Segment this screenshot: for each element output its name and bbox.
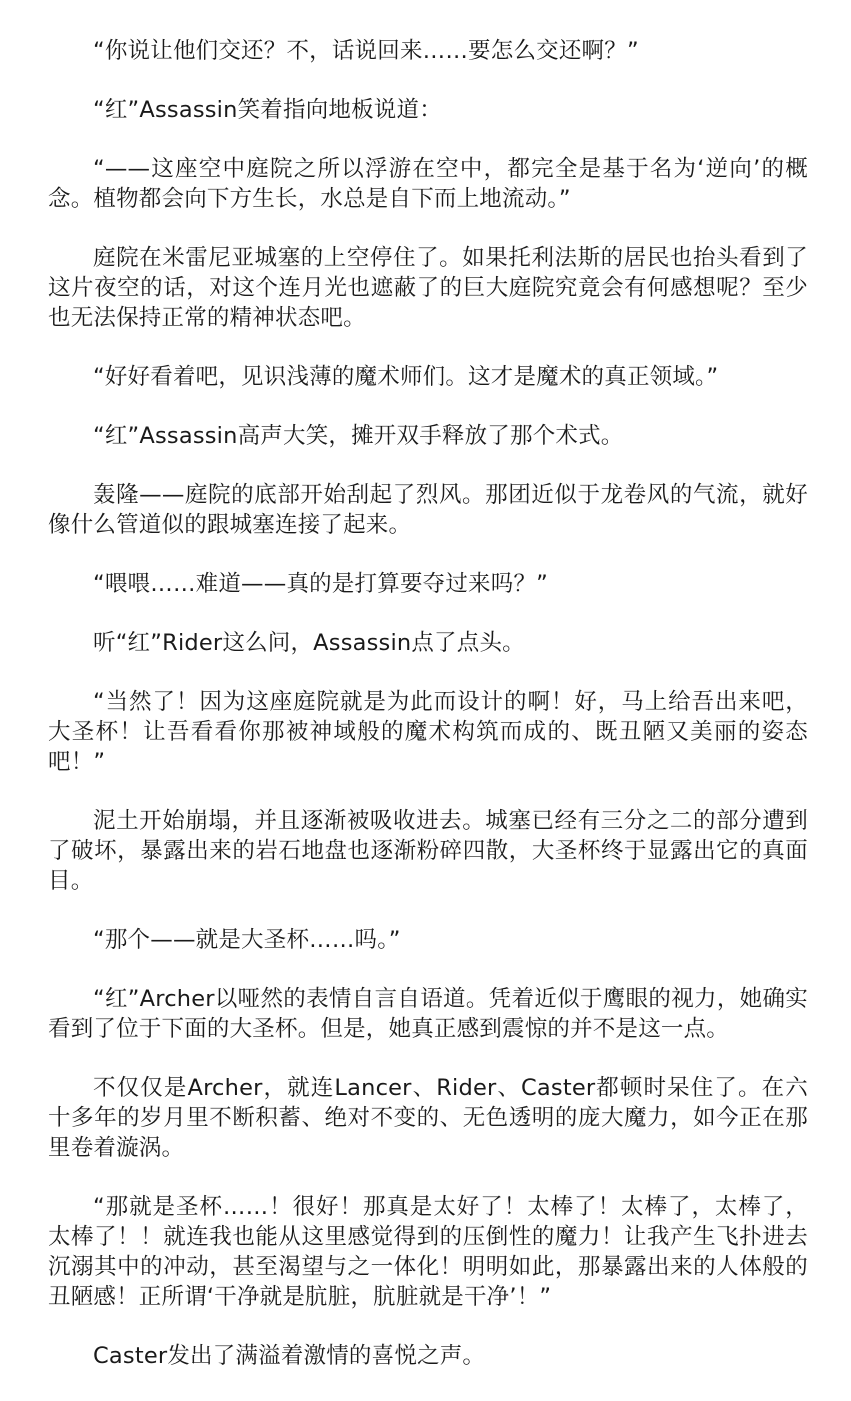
paragraph: “红”Assassin高声大笑，摊开双手释放了那个术式。 xyxy=(93,423,624,449)
paragraph: 庭院在米雷尼亚城塞的上空停住了。如果托利法斯的居民也抬头看到了这片夜空的话，对这个连月光也遮蔽了的巨大庭院究竟会有何感想呢？至少也无法保持正常的精神状态吧。 xyxy=(48,245,808,331)
paragraph: “好好看着吧，见识浅薄的魔术师们。这才是魔术的真正领域。” xyxy=(93,364,719,390)
paragraph: “那就是圣杯……！很好！那真是太好了！太棒了！太棒了，太棒了，太棒了！！就连我也能从这里感觉得到的压倒性的魔力！让我产生飞扑进去沉溺其中的冲动，甚至渴望与之一体化！明明如此，那暴露出来的人体般的丑陋感！正所谓‘干净就是肮脏，肮脏就是干净’！” xyxy=(48,1194,808,1310)
document-page xyxy=(48,36,808,1371)
paragraph: 听“红”Rider这么问，Assassin点了点头。 xyxy=(93,630,525,656)
paragraph: “当然了！因为这座庭院就是为此而设计的啊！好，马上给吾出来吧，大圣杯！让吾看看你那被神域般的魔术构筑而成的、既丑陋又美丽的姿态吧！” xyxy=(48,689,808,775)
paragraph: “红”Assassin笑着指向地板说道： xyxy=(93,97,442,123)
paragraph: Caster发出了满溢着激情的喜悦之声。 xyxy=(93,1343,486,1369)
paragraph: “红”Archer以哑然的表情自言自语道。凭着近似于鹰眼的视力，她确实看到了位于下面的大圣杯。但是，她真正感到震惊的并不是这一点。 xyxy=(48,986,808,1042)
paragraph: “喂喂……难道——真的是打算要夺过来吗？” xyxy=(93,571,549,597)
paragraph: 不仅仅是Archer，就连Lancer、Rider、Caster都顿时呆住了。在六十多年的岁月里不断积蓄、绝对不变的、无色透明的庞大魔力，如今正在那里卷着漩涡。 xyxy=(48,1075,808,1161)
paragraph: “——这座空中庭院之所以浮游在空中，都完全是基于名为‘逆向’的概念。植物都会向下方生长，水总是自下而上地流动。” xyxy=(48,156,808,212)
paragraph: “那个——就是大圣杯……吗。” xyxy=(93,927,401,953)
paragraph: “你说让他们交还？不，话说回来……要怎么交还啊？” xyxy=(93,38,639,64)
paragraph: 轰隆——庭院的底部开始刮起了烈风。那团近似于龙卷风的气流，就好像什么管道似的跟城塞连接了起来。 xyxy=(48,482,808,538)
paragraph: 泥土开始崩塌，并且逐渐被吸收进去。城塞已经有三分之二的部分遭到了破坏，暴露出来的岩石地盘也逐渐粉碎四散，大圣杯终于显露出它的真面目。 xyxy=(48,808,808,894)
